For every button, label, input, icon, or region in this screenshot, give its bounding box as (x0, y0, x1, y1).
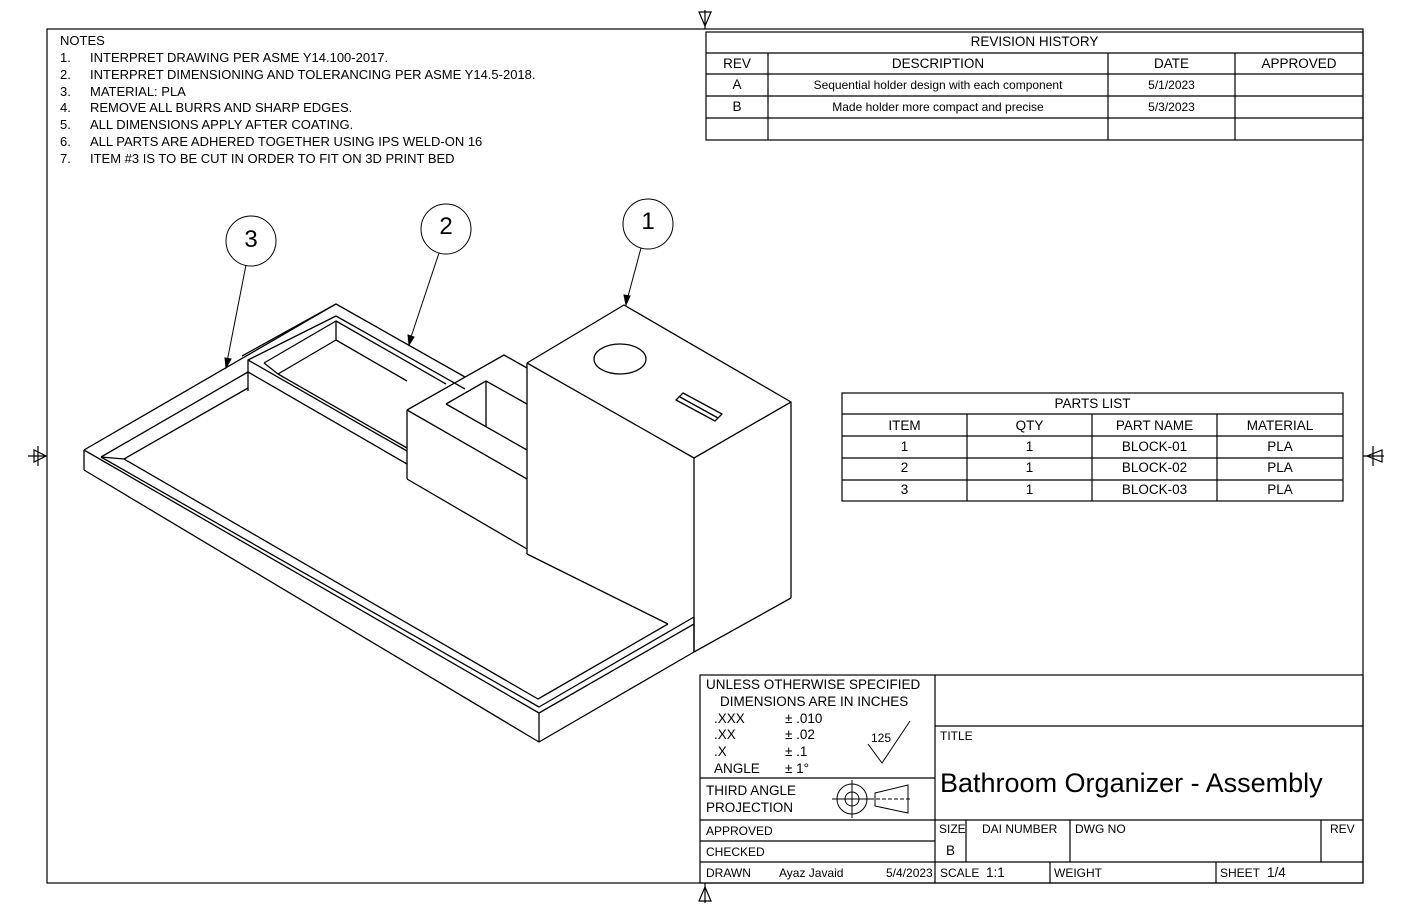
drawing-title: Bathroom Organizer - Assembly (940, 768, 1323, 798)
note-number: 6. (60, 134, 71, 149)
tolerance-label: .XX (714, 727, 736, 742)
revision-header: DATE (1153, 56, 1189, 71)
assembly-isometric-view (84, 304, 791, 742)
note-text: ALL PARTS ARE ADHERED TOGETHER USING IPS WELD-ON 16 (90, 134, 483, 149)
parts-cell-part-name: BLOCK-01 (1121, 439, 1188, 454)
unless-specified-text: UNLESS OTHERWISE SPECIFIED (706, 677, 921, 692)
revision-cell-date: 5/3/2023 (1148, 100, 1195, 114)
balloon-1-label: 1 (641, 208, 655, 235)
revision-cell-rev: A (732, 77, 742, 92)
note-text: INTERPRET DRAWING PER ASME Y14.100-2017. (90, 50, 389, 65)
parts-cell-part-name: BLOCK-02 (1121, 460, 1188, 475)
size-label: SIZE (939, 822, 966, 836)
weight-label: WEIGHT (1054, 866, 1102, 880)
dimensions-units-text: DIMENSIONS ARE IN INCHES (720, 694, 909, 709)
revision-title: REVISION HISTORY (970, 34, 1099, 49)
tolerance-value: ± .1 (785, 744, 808, 759)
third-angle-projection-icon (832, 780, 912, 818)
revision-header: REV (723, 56, 751, 71)
parts-list-header: PART NAME (1115, 418, 1194, 433)
projection-label-line1: THIRD ANGLE (706, 783, 797, 798)
sheet-value: 1/4 (1267, 865, 1286, 880)
drawn-label: DRAWN (706, 866, 751, 880)
revision-cell-description: Sequential holder design with each component (813, 78, 1063, 92)
balloon-3-label: 3 (244, 226, 258, 253)
notes-heading: NOTES (60, 33, 105, 48)
drawn-date: 5/4/2023 (886, 866, 933, 880)
parts-list-header: MATERIAL (1246, 418, 1314, 433)
parts-cell-part-name: BLOCK-03 (1121, 482, 1188, 497)
note-number: 2. (60, 67, 71, 82)
note-text: MATERIAL: PLA (90, 84, 186, 99)
note-number: 5. (60, 117, 71, 132)
checked-label: CHECKED (706, 845, 765, 859)
note-text: REMOVE ALL BURRS AND SHARP EDGES. (90, 100, 353, 115)
note-number: 3. (60, 84, 71, 99)
parts-cell-material: PLA (1267, 439, 1293, 454)
parts-cell-item: 2 (900, 460, 909, 475)
scale-label: SCALE (940, 866, 980, 880)
tolerance-value: ± .02 (785, 727, 815, 742)
surface-finish-value: 125 (871, 731, 892, 745)
revision-header: APPROVED (1261, 56, 1337, 71)
parts-cell-qty: 1 (1025, 460, 1034, 475)
note-text: INTERPRET DIMENSIONING AND TOLERANCING PER ASME Y14.5-2018. (90, 67, 536, 82)
drawn-by: Ayaz Javaid (779, 866, 844, 880)
parts-cell-item: 3 (900, 482, 909, 497)
balloon-2-label: 2 (439, 213, 453, 240)
note-number: 7. (60, 151, 71, 166)
parts-list-header: QTY (1015, 418, 1044, 433)
tolerance-value: ± 1° (785, 761, 810, 776)
tolerance-label: ANGLE (714, 761, 760, 776)
note-number: 1. (60, 50, 71, 65)
projection-label-line2: PROJECTION (706, 800, 794, 815)
revision-cell-rev: B (732, 99, 742, 114)
dai-number-label: DAI NUMBER (982, 822, 1058, 836)
revision-cell-date: 5/1/2023 (1148, 78, 1195, 92)
approved-label: APPROVED (706, 824, 773, 838)
rev-label: REV (1330, 822, 1355, 836)
parts-cell-material: PLA (1267, 460, 1293, 475)
note-number: 4. (60, 100, 71, 115)
parts-cell-qty: 1 (1025, 482, 1034, 497)
dwg-no-label: DWG NO (1075, 822, 1126, 836)
title-label: TITLE (940, 729, 973, 743)
parts-list-header: ITEM (888, 418, 921, 433)
tolerance-label: .X (714, 744, 727, 759)
scale-value: 1:1 (986, 865, 1005, 880)
size-value: B (946, 843, 956, 858)
revision-header: DESCRIPTION (891, 56, 985, 71)
parts-cell-material: PLA (1267, 482, 1293, 497)
sheet-label: SHEET (1220, 866, 1261, 880)
tolerance-label: .XXX (714, 711, 745, 726)
note-text: ALL DIMENSIONS APPLY AFTER COATING. (90, 117, 354, 132)
revision-cell-description: Made holder more compact and precise (832, 100, 1044, 114)
parts-cell-qty: 1 (1025, 439, 1034, 454)
parts-cell-item: 1 (900, 439, 909, 454)
parts-list-title: PARTS LIST (1054, 396, 1131, 411)
tolerance-value: ± .010 (785, 711, 823, 726)
note-text: ITEM #3 IS TO BE CUT IN ORDER TO FIT ON 3D PRINT BED (90, 151, 455, 166)
